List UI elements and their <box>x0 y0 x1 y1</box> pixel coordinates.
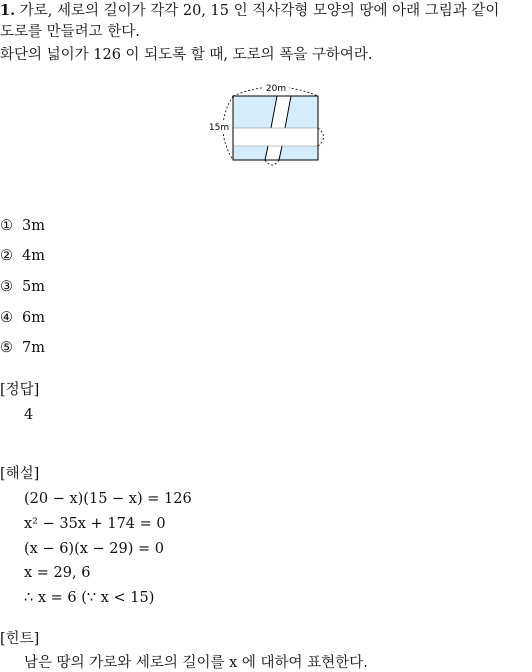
solution-heading: [해설] <box>0 466 40 482</box>
question-number: 1. <box>0 2 16 19</box>
choice-1[interactable] <box>0 217 45 235</box>
solution-line-4: x = 29, 6 <box>24 565 91 581</box>
choice-5-symbol: ⑤ <box>0 340 13 356</box>
question-text-1: 가로, 세로의 길이가 각각 20, 15 인 직사각형 모양의 땅에 아래 그림과 같이 <box>19 3 500 19</box>
choice-4-symbol: ④ <box>0 310 13 326</box>
choice-3[interactable] <box>0 278 45 296</box>
answer-value: 4 <box>24 407 34 423</box>
solution-line-3: (x − 6)(x − 29) = 0 <box>24 541 164 557</box>
question-line-3: 화단의 넓이가 126 이 되도록 할 때, 도로의 폭을 구하여라. <box>0 47 373 63</box>
choice-2-text: 4m <box>22 248 45 264</box>
choice-4[interactable] <box>0 309 45 327</box>
solution-line-1: (20 − x)(15 − x) = 126 <box>24 491 192 507</box>
figure-label-left: 15m <box>208 123 230 133</box>
solution-line-2: x² − 35x + 174 = 0 <box>24 516 166 532</box>
choice-1-text: 3m <box>22 218 45 234</box>
choice-3-symbol: ③ <box>0 279 13 295</box>
solution-line-5: ∴ x = 6 (∵ x < 15) <box>24 590 155 606</box>
choice-2-symbol: ② <box>0 248 13 264</box>
figure-label-top: 20m <box>265 84 287 94</box>
choice-3-text: 5m <box>22 279 45 295</box>
choice-4-text: 6m <box>22 310 45 326</box>
question-line-2: 도로를 만들려고 한다. <box>0 24 140 40</box>
choice-1-symbol: ① <box>0 218 13 234</box>
hint-text: 남은 땅의 가로와 세로의 길이를 x 에 대하여 표현한다. <box>24 655 368 671</box>
answer-heading: [정답] <box>0 382 40 398</box>
choice-5[interactable] <box>0 339 45 357</box>
choice-2[interactable] <box>0 247 45 265</box>
choice-5-text: 7m <box>22 340 45 356</box>
hint-heading: [힌트] <box>0 631 40 647</box>
question-line-1 <box>0 2 499 20</box>
road-figure <box>205 82 335 174</box>
